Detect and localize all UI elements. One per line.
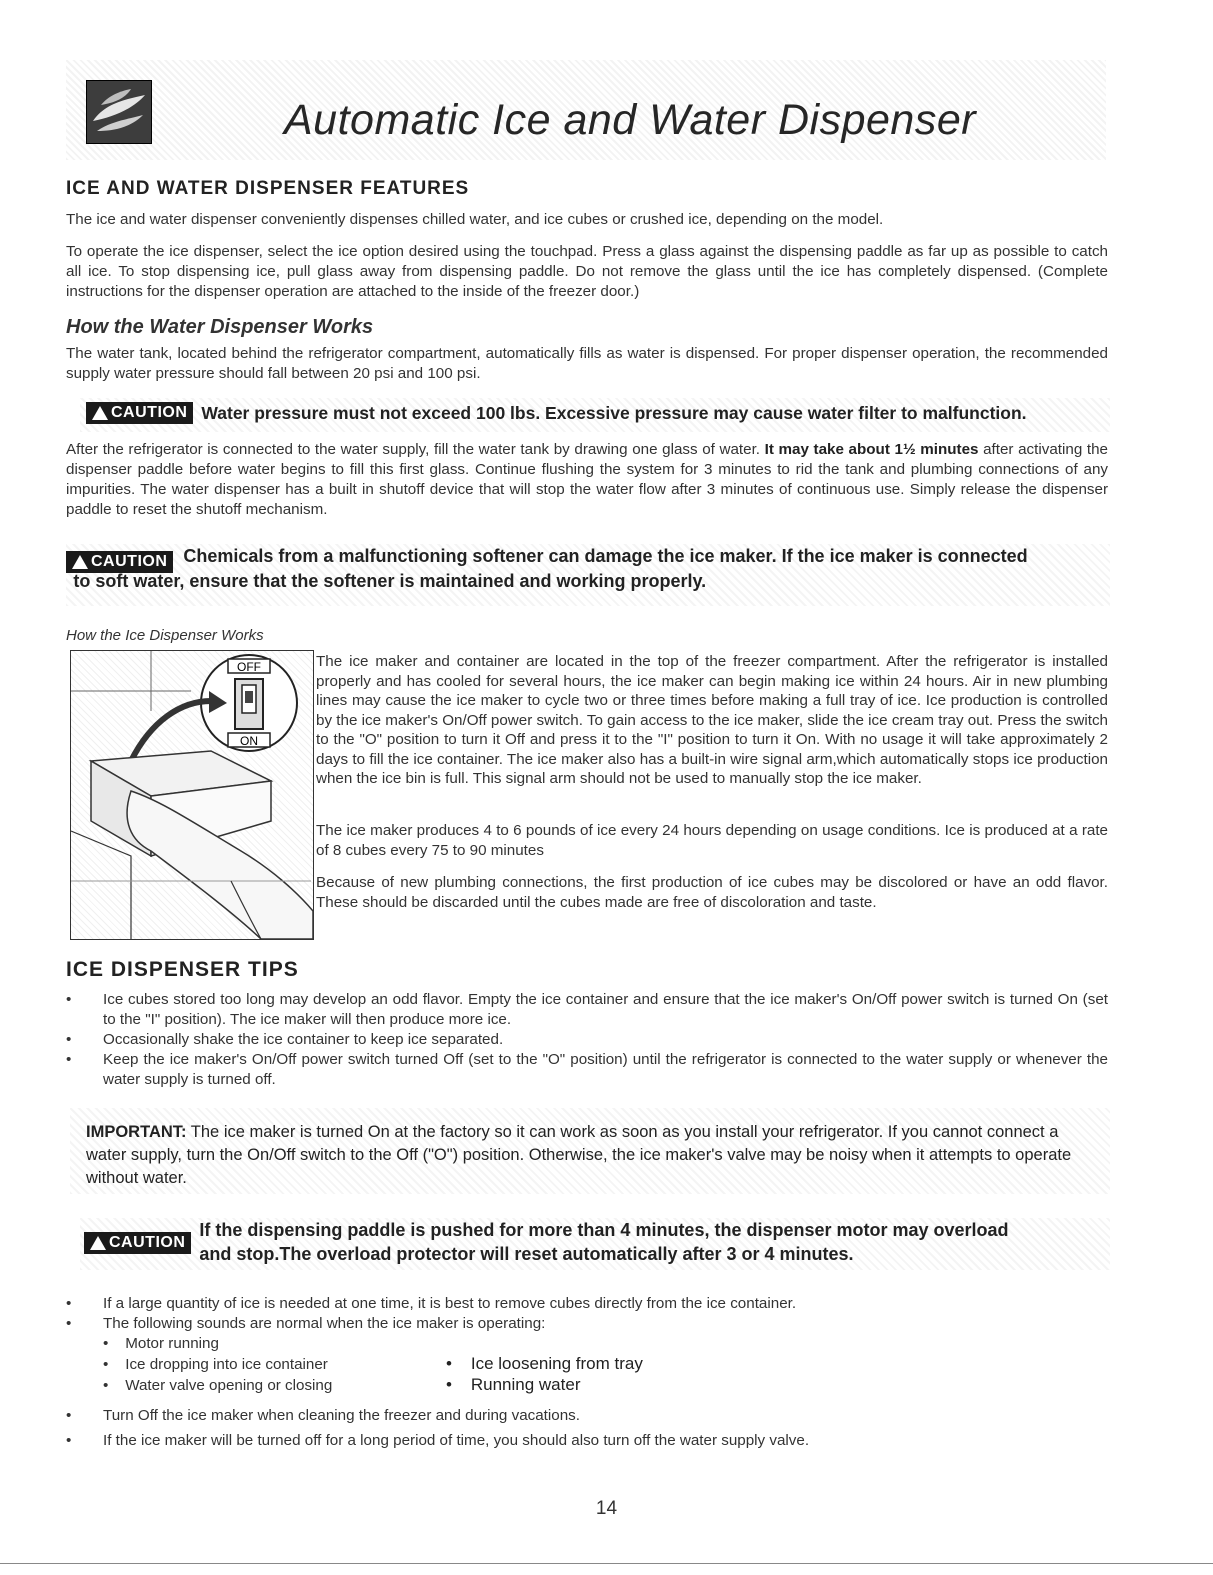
caution-line: to soft water, ensure that the softener is maintained and working properly. bbox=[73, 571, 707, 591]
caution-label: CAUTION bbox=[109, 1234, 186, 1251]
list-item bbox=[66, 1294, 1108, 1314]
caution-water-pressure bbox=[80, 398, 1110, 432]
list-item-text: If the ice maker will be turned off for a long period of time, you should also turn off the water supply valve. bbox=[103, 1432, 810, 1449]
list-item-text: Ice cubes stored too long may develop an odd flavor. Empty the ice container and ensure that the ice maker's On/Off power switch is turned On (set to the "I" position). The ice maker will then produce more ice. bbox=[103, 991, 1108, 1028]
list-item bbox=[66, 1030, 1108, 1050]
list-item bbox=[103, 1375, 332, 1396]
caution-line: If the dispensing paddle is pushed for more than 4 minutes, the dispenser motor may overload bbox=[199, 1220, 1009, 1240]
caution-badge bbox=[86, 402, 193, 424]
water-dispenser-text: The water tank, located behind the refrigerator compartment, automatically fills as water is dispensed. For proper dispenser operation, the recommended supply water pressure should fall between 20 psi and 100 psi. bbox=[66, 345, 1108, 382]
list-item-text: Ice dropping into ice container bbox=[125, 1356, 328, 1373]
important-label: IMPORTANT: bbox=[86, 1123, 187, 1141]
important-body: The ice maker is turned On at the factory so it can work as soon as you install your refrigerator. If you cannot connect a water supply, turn the On/Off switch to the Off ("O") position. Otherwise, the ice maker's valve may be noisy when it attempts to operate without water. bbox=[86, 1123, 1072, 1187]
bullet: • bbox=[446, 1354, 452, 1373]
water-flush-text bbox=[66, 440, 1108, 520]
warning-triangle-icon bbox=[72, 555, 88, 569]
caution-line: Chemicals from a malfunctioning softener can damage the ice maker. If the ice maker is connected bbox=[183, 546, 1028, 566]
list-item-text: Running water bbox=[470, 1375, 581, 1394]
warning-triangle-icon bbox=[92, 406, 108, 420]
list-item bbox=[66, 1314, 1108, 1334]
features-heading: ICE AND WATER DISPENSER FEATURES bbox=[66, 178, 470, 199]
flush-text-bold: It may take about 1½ minutes bbox=[764, 441, 979, 458]
bullet: • bbox=[66, 1031, 72, 1048]
bullet: • bbox=[446, 1375, 452, 1394]
bullet: • bbox=[103, 1335, 109, 1352]
features-intro: The ice and water dispenser conveniently dispenses chilled water, and ice cubes or crushed ice, depending on the model. bbox=[66, 211, 884, 228]
caution-overload bbox=[80, 1218, 1110, 1270]
list-item bbox=[103, 1354, 332, 1375]
list-item-text: Keep the ice maker's On/Off power switch turned Off (set to the "O" position) until the refrigerator is connected to the water supply or whenever the water supply is turned off. bbox=[103, 1051, 1108, 1088]
caution-label: CAUTION bbox=[91, 553, 168, 570]
leaves-logo-icon bbox=[86, 80, 152, 144]
bullet: • bbox=[66, 991, 72, 1008]
list-item-text: Occasionally shake the ice container to keep ice separated. bbox=[103, 1031, 504, 1048]
list-item bbox=[66, 1403, 1108, 1429]
important-notice bbox=[70, 1108, 1110, 1194]
flush-text-b: after activating the dispenser paddle before water begins to fill this first glass. Continue flushing the system for 3 minutes to rid the tank and plumbing connections of any impurities. The water dispenser has a built in shutoff device that will stop the water flow after 3 minutes of continuous use. Simply release the dispenser paddle to reset the shutoff mechanism. bbox=[66, 441, 1108, 518]
features-operation: To operate the ice dispenser, select the ice option desired using the touchpad. Press a glass against the dispensing paddle as far up as possible to catch all ice. To stop dispensing ice, pull glass away from dispensing paddle. Do not remove the glass until the ice has completely dispensed. (Complete instructions for the dispenser operation are attached to the inside of the freezer door.) bbox=[66, 243, 1108, 300]
caution-badge bbox=[84, 1232, 191, 1254]
bullet: • bbox=[66, 1432, 72, 1449]
warning-triangle-icon bbox=[90, 1236, 106, 1250]
page-number: 14 bbox=[595, 1498, 618, 1519]
tips-list-2 bbox=[66, 1294, 1108, 1334]
ice-dispenser-subheading: How the Ice Dispenser Works bbox=[66, 627, 264, 644]
caution-line: and stop.The overload protector will reset automatically after 3 or 4 minutes. bbox=[199, 1244, 854, 1264]
bullet: • bbox=[66, 1295, 72, 1312]
caution-label: CAUTION bbox=[111, 404, 188, 421]
page-title: Automatic Ice and Water Dispenser bbox=[284, 96, 977, 144]
list-item-text: The following sounds are normal when the ice maker is operating: bbox=[103, 1315, 546, 1332]
bullet: • bbox=[66, 1051, 72, 1068]
tips-list bbox=[66, 990, 1108, 1090]
tips-heading: ICE DISPENSER TIPS bbox=[66, 958, 299, 981]
list-item-text: Water valve opening or closing bbox=[125, 1377, 333, 1394]
water-dispenser-heading: How the Water Dispenser Works bbox=[66, 316, 374, 338]
list-item bbox=[446, 1374, 643, 1395]
bullet: • bbox=[66, 1407, 72, 1424]
flush-text-a: After the refrigerator is connected to the water supply, fill the water tank by drawing one glass of water. bbox=[66, 441, 765, 458]
ice-maker-illustration bbox=[70, 650, 314, 940]
sounds-list-right bbox=[446, 1353, 643, 1395]
bullet: • bbox=[103, 1377, 109, 1394]
tips-list-3 bbox=[66, 1403, 1108, 1453]
list-item-text: Motor running bbox=[125, 1335, 219, 1352]
important-text bbox=[70, 1108, 1110, 1190]
caution-overload-text bbox=[199, 1218, 1008, 1266]
list-item bbox=[66, 990, 1108, 1030]
caution-softener bbox=[66, 544, 1110, 606]
sounds-list-left bbox=[103, 1333, 332, 1396]
list-item-text: Turn Off the ice maker when cleaning the freezer and during vacations. bbox=[103, 1407, 580, 1424]
on-label: ON bbox=[240, 734, 258, 748]
ice-maker-text-1: The ice maker and container are located in the top of the freezer compartment. After the refrigerator is installed properly and has cooled for several hours, the ice maker can begin making ice within 24 hours. Air in new plumbing lines may cause the ice maker to cycle two or three times before making a full tray of ice. Ice production is controlled by the ice maker's On/Off power switch. To gain access to the ice maker, slide the ice cream tray out. Press the switch to the "O" position to turn it Off and press it to the "I" position to turn it On. With no usage it will take approximately 2 days to fill the ice container. The ice maker also has a built-in wire signal arm,which automatically stops ice production when the ice bin is full. This signal arm should not be used to manually stop the ice maker. bbox=[316, 653, 1108, 787]
list-item-text: If a large quantity of ice is needed at one time, it is best to remove cubes directly from the ice container. bbox=[103, 1295, 797, 1312]
list-item bbox=[446, 1353, 643, 1374]
bullet: • bbox=[103, 1356, 109, 1373]
bullet: • bbox=[66, 1315, 72, 1332]
header-banner bbox=[66, 60, 1106, 160]
list-item-text: Ice loosening from tray bbox=[470, 1354, 643, 1373]
list-item bbox=[66, 1429, 1108, 1453]
off-label: OFF bbox=[237, 660, 261, 674]
bottom-divider bbox=[0, 1563, 1213, 1564]
caution-text: Water pressure must not exceed 100 lbs. Excessive pressure may cause water filter to malfunction. bbox=[201, 403, 1027, 423]
list-item bbox=[103, 1333, 332, 1354]
ice-maker-text-3: Because of new plumbing connections, the first production of ice cubes may be discolored or have an odd flavor. These should be discarded until the cubes made are free of discoloration and taste. bbox=[316, 874, 1108, 911]
list-item bbox=[66, 1050, 1108, 1090]
ice-maker-text-2: The ice maker produces 4 to 6 pounds of ice every 24 hours depending on usage conditions. Ice is produced at a rate of 8 cubes every 75 to 90 minutes bbox=[316, 822, 1108, 859]
